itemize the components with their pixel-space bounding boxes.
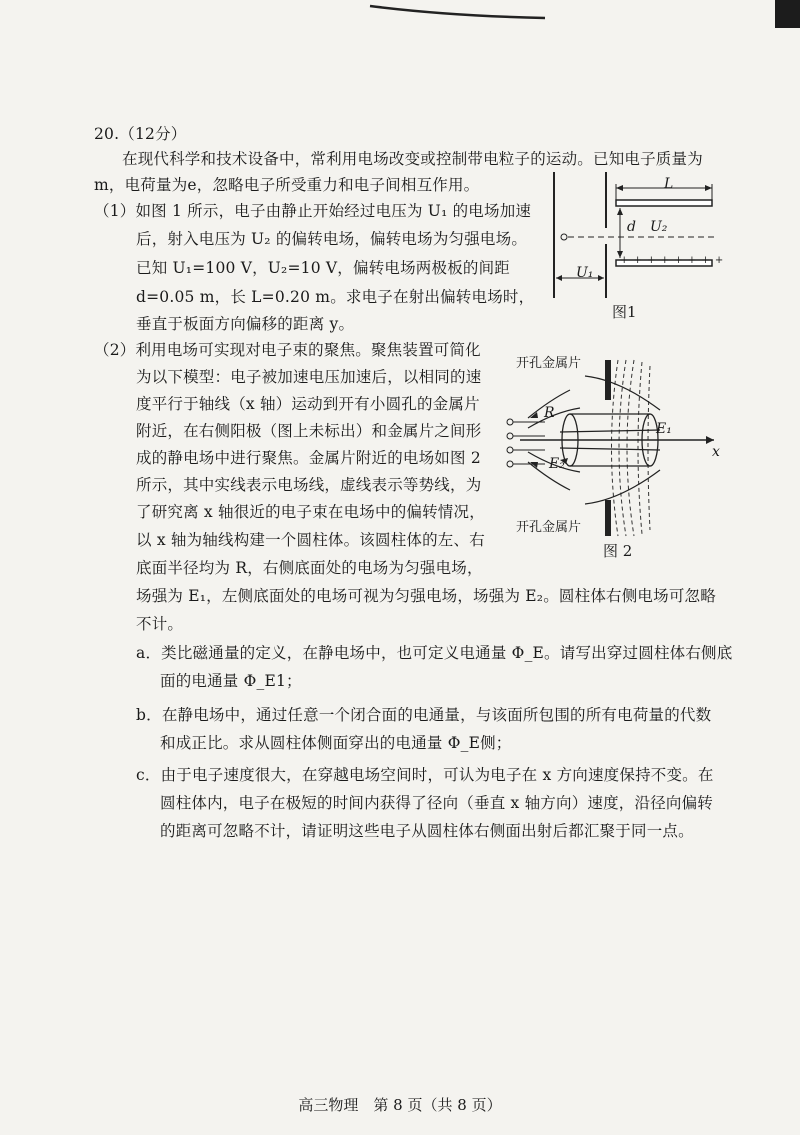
part2-line-6: 所示，其中实线表示电场线，虚线表示等势线，为 [136, 476, 482, 494]
label-U1: U₁ [576, 265, 594, 281]
question-number: 20.（12分） [94, 125, 187, 143]
plate-plus-signs: + + + + + + + + [620, 255, 725, 266]
part1-line-3: 已知 U₁=100 V，U₂=10 V，偏转电场两极板的间距 [136, 259, 511, 277]
part2-line-5: 成的静电场中进行聚焦。金属片附近的电场如图 2 [136, 449, 481, 467]
sub-a-line-2: 面的电通量 Φ_E1； [160, 672, 302, 690]
figure-2-diagram [500, 360, 730, 540]
part2-line-10: 场强为 E₁，左侧底面处的电场可视为匀强电场，场强为 E₂。圆柱体右侧电场可忽略 [136, 587, 716, 605]
part2-line-1: （2）利用电场可实现对电子束的聚焦。聚焦装置可简化 [94, 341, 481, 359]
sub-a-line-1: a．类比磁通量的定义，在静电场中，也可定义电通量 Φ_E。请写出穿过圆柱体右侧底 [136, 644, 733, 662]
sub-c-line-1: c．由于电子速度很大，在穿越电场空间时，可认为电子在 x 方向速度保持不变。在 [136, 766, 714, 784]
fig2-label-x: x [712, 444, 720, 460]
fig2-label-R: R [544, 405, 555, 421]
intro-line-1: 在现代科学和技术设备中，常利用电场改变或控制带电粒子的运动。已知电子质量为 [122, 150, 703, 168]
electron-source [561, 234, 567, 240]
upper-deflection-plate [616, 200, 712, 206]
fig2-top-label: 开孔金属片 [516, 356, 582, 371]
scan-artifact [0, 0, 800, 30]
part2-line-9: 底面半径均为 R，右侧底面处的电场为匀强电场， [136, 559, 483, 577]
part2-line-8: 以 x 轴为轴线构建一个圆柱体。该圆柱体的左、右 [136, 531, 485, 549]
sub-c-line-2: 圆柱体内，电子在极短的时间内获得了径向（垂直 x 轴方向）速度，沿径向偏转 [160, 794, 713, 812]
figure-1-caption: 图1 [612, 303, 637, 321]
intro-line-2: m，电荷量为e，忽略电子所受重力和电子间相互作用。 [94, 176, 480, 194]
part2-line-7: 了研究离 x 轴很近的电子束在电场中的偏转情况， [136, 503, 485, 521]
part2-line-2: 为以下模型：电子被加速电压加速后，以相同的速 [136, 368, 482, 386]
figure-2-caption: 图 2 [603, 542, 633, 560]
part2-line-3: 度平行于轴线（x 轴）运动到开有小圆孔的金属片 [136, 395, 480, 413]
part1-line-1: （1）如图 1 所示，电子由静止开始经过电压为 U₁ 的电场加速 [94, 202, 532, 220]
part2-line-4: 附近，在右侧阳极（图上未标出）和金属片之间形 [136, 422, 482, 440]
figure-1-diagram [548, 170, 728, 310]
fig2-label-E2: E₂ [549, 456, 565, 472]
part1-line-2: 后，射入电压为 U₂ 的偏转电场，偏转电场为匀强电场。 [136, 230, 528, 248]
fig2-bottom-label: 开孔金属片 [516, 520, 582, 535]
sub-b-line-2: 和成正比。求从圆柱体侧面穿出的电通量 Φ_E侧； [160, 734, 512, 752]
lower-metal-plate [605, 500, 611, 536]
sub-b-line-1: b．在静电场中，通过任意一个闭合面的电通量，与该面所包围的所有电荷量的代数 [136, 706, 712, 724]
part1-line-5: 垂直于板面方向偏移的距离 y。 [136, 315, 355, 333]
label-d: d [627, 219, 636, 235]
fig2-label-E1: E₁ [656, 421, 672, 437]
sub-c-line-3: 的距离可忽略不计，请证明这些电子从圆柱体右侧面出射后都汇聚于同一点。 [160, 822, 694, 840]
part2-line-11: 不计。 [136, 615, 184, 633]
label-U2: U₂ [650, 219, 668, 235]
part1-line-4: d=0.05 m，长 L=0.20 m。求电子在射出偏转电场时， [136, 288, 535, 306]
page-footer: 高三物理 第 8 页（共 8 页） [298, 1096, 502, 1114]
label-L: L [664, 176, 674, 192]
